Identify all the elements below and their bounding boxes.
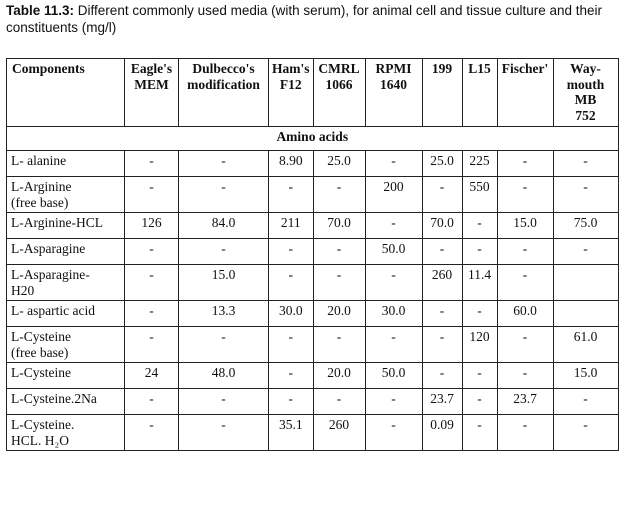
value-cell: - (422, 177, 462, 213)
header-row (7, 59, 619, 127)
table-row (7, 363, 619, 389)
value-cell: - (497, 239, 553, 265)
value-cell: - (179, 389, 269, 415)
value-cell: - (125, 239, 179, 265)
value-cell: - (553, 389, 618, 415)
value-cell: - (313, 239, 365, 265)
value-cell: - (179, 239, 269, 265)
value-cell: - (179, 151, 269, 177)
value-cell: - (269, 363, 314, 389)
value-cell: - (422, 239, 462, 265)
component-name-cell: L- aspartic acid (7, 301, 125, 327)
value-cell: - (462, 389, 497, 415)
header-cell-components: Components (7, 59, 125, 127)
value-cell: 30.0 (269, 301, 314, 327)
value-cell (553, 301, 618, 327)
value-cell (553, 265, 618, 301)
value-cell: - (422, 301, 462, 327)
table-row (7, 213, 619, 239)
component-name-cell: L-Arginine (free base) (7, 177, 125, 213)
value-cell: 11.4 (462, 265, 497, 301)
value-cell: - (497, 415, 553, 451)
header-cell-199: 199 (422, 59, 462, 127)
value-cell: 25.0 (422, 151, 462, 177)
header-cell-fischer: Fischer' (497, 59, 553, 127)
header-cell-waymouth: Way- mouth MB 752 (553, 59, 618, 127)
component-name-cell: L-Asparagine (7, 239, 125, 265)
value-cell: 48.0 (179, 363, 269, 389)
media-constituents-table (6, 58, 619, 451)
value-cell: 24 (125, 363, 179, 389)
value-cell: 15.0 (497, 213, 553, 239)
table-row (7, 239, 619, 265)
value-cell: - (497, 327, 553, 363)
value-cell: - (313, 177, 365, 213)
value-cell: - (125, 301, 179, 327)
header-cell-dulbecco: Dulbecco's modification (179, 59, 269, 127)
value-cell: - (462, 363, 497, 389)
value-cell: - (269, 327, 314, 363)
value-cell: 200 (365, 177, 422, 213)
value-cell: - (365, 389, 422, 415)
value-cell: 50.0 (365, 239, 422, 265)
value-cell: - (125, 415, 179, 451)
table-caption-text: Different commonly used media (with serum), for animal cell and tissue culture and their constituents (mg/l) (6, 3, 603, 35)
value-cell: - (462, 415, 497, 451)
component-name-cell: L-Cysteine (7, 363, 125, 389)
value-cell: 120 (462, 327, 497, 363)
value-cell: 13.3 (179, 301, 269, 327)
value-cell: - (125, 389, 179, 415)
header-cell-l15: L15 (462, 59, 497, 127)
value-cell: 61.0 (553, 327, 618, 363)
value-cell: 35.1 (269, 415, 314, 451)
table-caption (6, 2, 618, 36)
value-cell: 211 (269, 213, 314, 239)
value-cell: - (313, 389, 365, 415)
value-cell: 550 (462, 177, 497, 213)
table-row (7, 301, 619, 327)
header-cell-cmrl-1066: CMRL 1066 (313, 59, 365, 127)
value-cell: - (553, 239, 618, 265)
value-cell: - (422, 363, 462, 389)
component-name-cell: L-Asparagine- H20 (7, 265, 125, 301)
value-cell: - (313, 327, 365, 363)
section-title-amino-acids: Amino acids (7, 127, 619, 151)
value-cell: 70.0 (422, 213, 462, 239)
value-cell: - (125, 327, 179, 363)
value-cell: - (553, 151, 618, 177)
value-cell: - (365, 151, 422, 177)
value-cell: 30.0 (365, 301, 422, 327)
value-cell: - (269, 265, 314, 301)
value-cell: - (125, 265, 179, 301)
value-cell: 260 (422, 265, 462, 301)
component-name-cell: L-Cysteine. HCL. H₂O (7, 415, 125, 451)
value-cell: 20.0 (313, 363, 365, 389)
value-cell: 25.0 (313, 151, 365, 177)
value-cell: 23.7 (497, 389, 553, 415)
component-name-cell: L-Cysteine (free base) (7, 327, 125, 363)
value-cell: 8.90 (269, 151, 314, 177)
value-cell: - (179, 327, 269, 363)
value-cell: 126 (125, 213, 179, 239)
value-cell: - (125, 151, 179, 177)
value-cell: 0.09 (422, 415, 462, 451)
value-cell: - (497, 265, 553, 301)
value-cell: 260 (313, 415, 365, 451)
header-cell-rpmi-1640: RPMI 1640 (365, 59, 422, 127)
value-cell: - (462, 213, 497, 239)
value-cell: 70.0 (313, 213, 365, 239)
component-name-cell: L- alanine (7, 151, 125, 177)
value-cell: 15.0 (179, 265, 269, 301)
component-name-cell: L-Cysteine.2Na (7, 389, 125, 415)
value-cell: - (497, 363, 553, 389)
value-cell: - (179, 415, 269, 451)
value-cell: 15.0 (553, 363, 618, 389)
value-cell: - (497, 151, 553, 177)
section-row (7, 127, 619, 151)
value-cell: 50.0 (365, 363, 422, 389)
value-cell: - (422, 327, 462, 363)
value-cell: - (365, 213, 422, 239)
value-cell: 23.7 (422, 389, 462, 415)
value-cell: - (497, 177, 553, 213)
value-cell: - (269, 239, 314, 265)
value-cell: 60.0 (497, 301, 553, 327)
value-cell: 20.0 (313, 301, 365, 327)
table-row (7, 265, 619, 301)
value-cell: - (269, 389, 314, 415)
value-cell: - (179, 177, 269, 213)
value-cell: 84.0 (179, 213, 269, 239)
value-cell: - (365, 415, 422, 451)
value-cell: - (365, 265, 422, 301)
value-cell: - (125, 177, 179, 213)
component-name-cell: L-Arginine-HCL (7, 213, 125, 239)
value-cell: - (462, 301, 497, 327)
table-row (7, 327, 619, 363)
table-row (7, 151, 619, 177)
value-cell: - (553, 415, 618, 451)
value-cell: - (462, 239, 497, 265)
table-caption-label: Table 11.3: (6, 3, 75, 18)
value-cell: - (269, 177, 314, 213)
value-cell: 75.0 (553, 213, 618, 239)
value-cell: - (365, 327, 422, 363)
table-row (7, 177, 619, 213)
value-cell: - (313, 265, 365, 301)
value-cell: - (553, 177, 618, 213)
header-cell-hams-f12: Ham's F12 (269, 59, 314, 127)
header-cell-eagles-mem: Eagle's MEM (125, 59, 179, 127)
table-row (7, 415, 619, 451)
value-cell: 225 (462, 151, 497, 177)
table-row (7, 389, 619, 415)
